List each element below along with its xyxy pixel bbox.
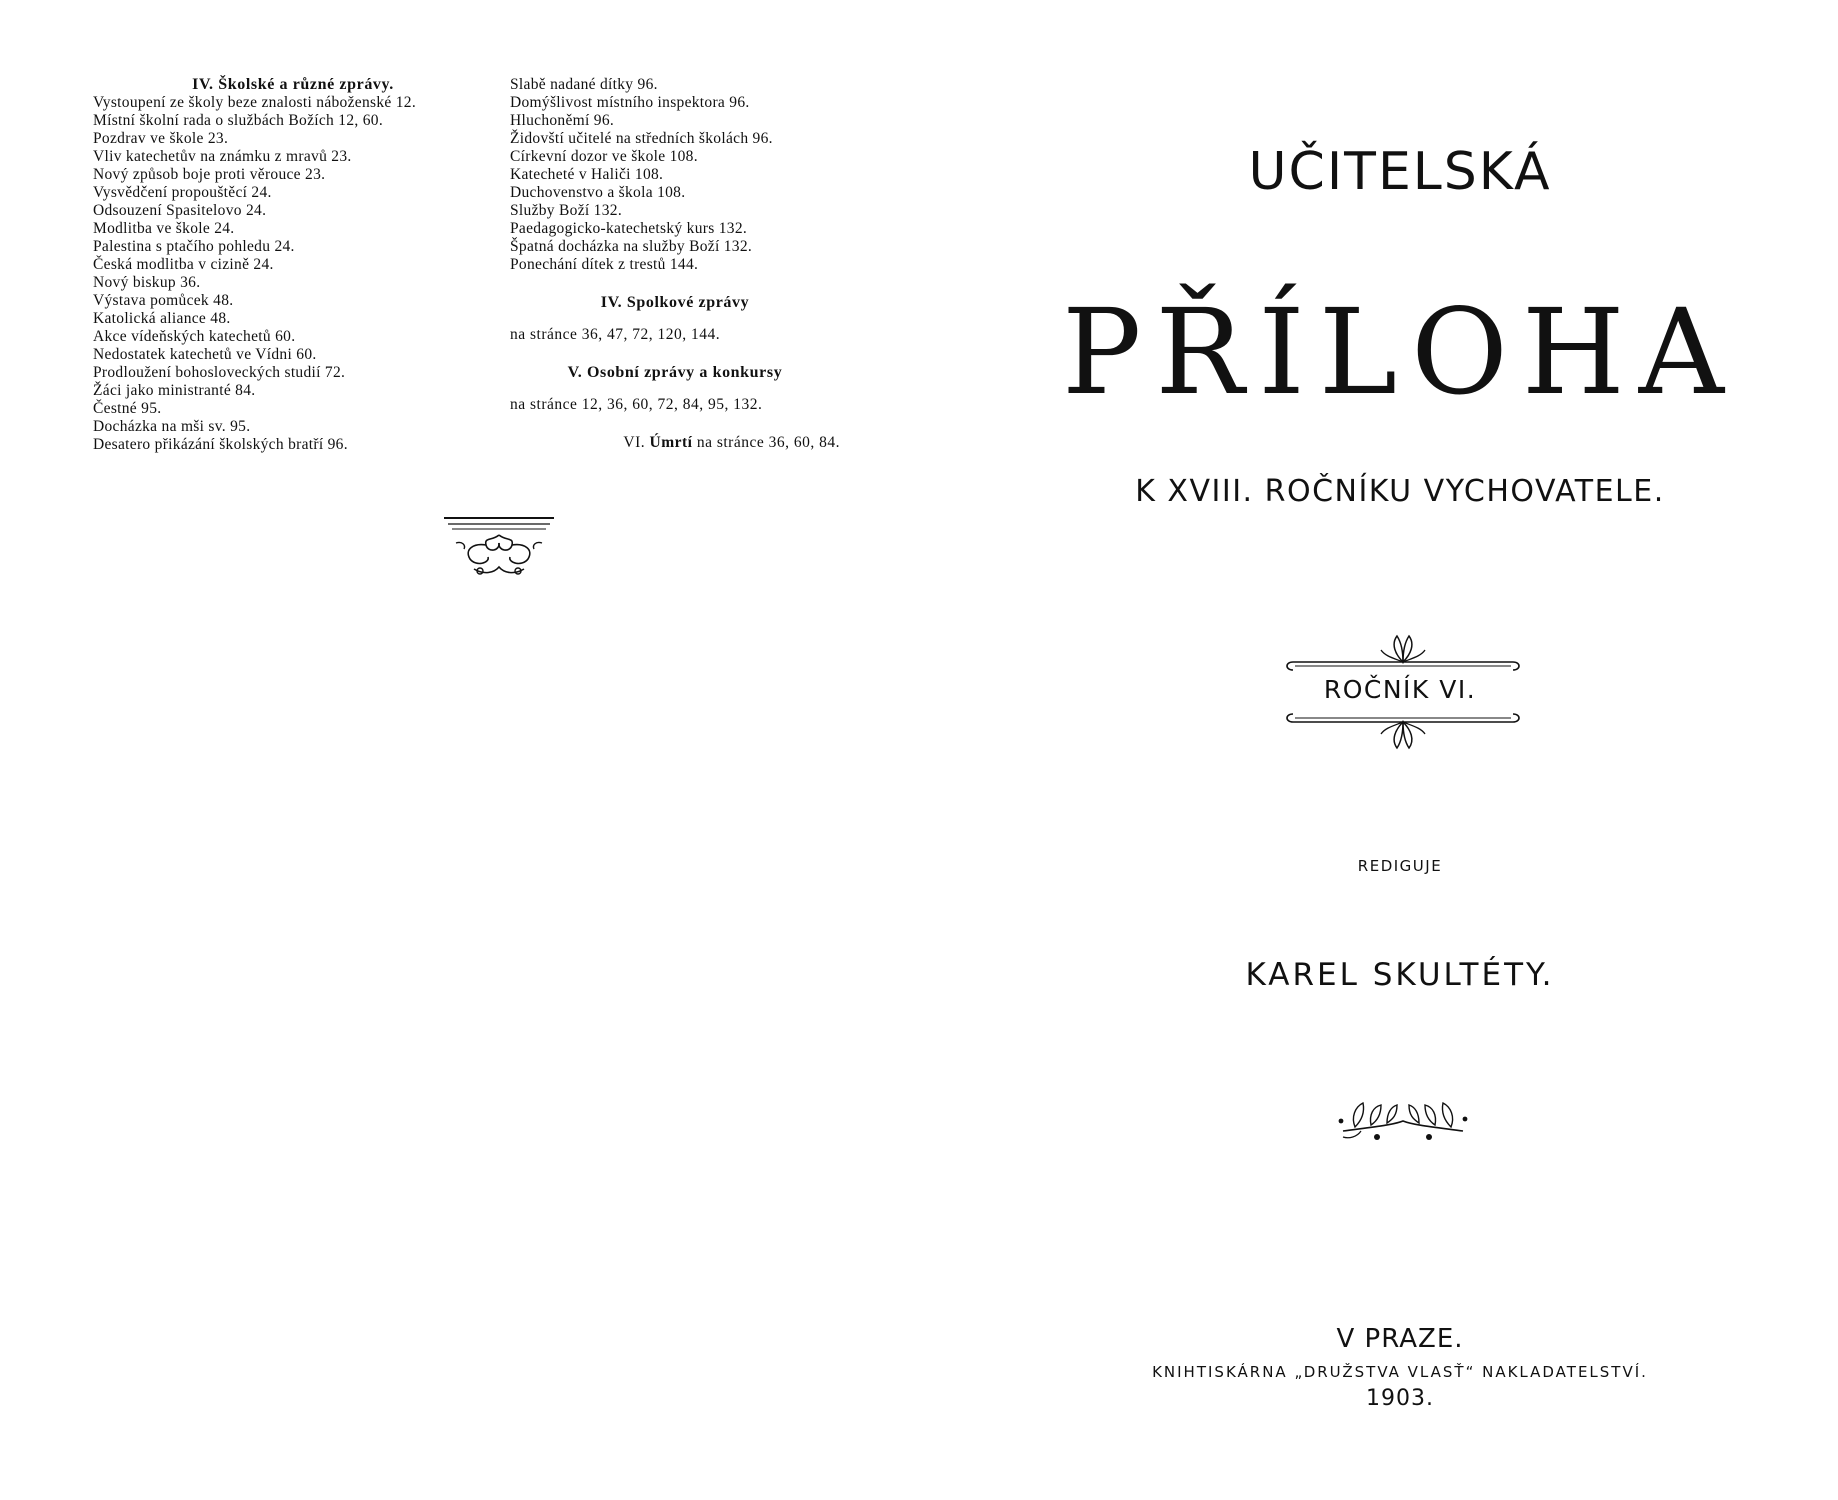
scroll-ornament-icon: [444, 515, 554, 585]
laurel-sprig-icon: [1333, 1097, 1473, 1145]
edited-by-label: REDIGUJE: [1357, 857, 1443, 875]
contents-entry: Výstava pomůcek 48.: [93, 292, 234, 309]
contents-entry: Ponechání dítek z trestů 144.: [510, 256, 699, 273]
contents-entry: Paedagogicko-katechetský kurs 132.: [510, 220, 748, 237]
title-main: PŘÍLOHA: [1061, 283, 1739, 421]
contents-entry: Čestné 95.: [93, 400, 162, 417]
entry-list-a: [93, 94, 493, 454]
entry-list-b: [510, 76, 840, 274]
section-pages-osobni: na stránce 12, 36, 60, 72, 84, 95, 132.: [510, 396, 763, 413]
section-heading-osobni: V. Osobní zprávy a konkursy: [567, 364, 783, 381]
section-umrti-number: VI.: [623, 434, 646, 451]
volume-number: ROČNÍK VI.: [1323, 675, 1477, 704]
printer-name: KNIHTISKÁRNA „DRUŽSTVA VLASŤ“ NAKLADATELSTVÍ.: [1152, 1363, 1648, 1381]
contents-entry: Špatná docházka na služby Boží 132.: [510, 238, 753, 255]
contents-entry: Žáci jako ministranté 84.: [93, 382, 256, 399]
section-heading-spolkove: IV. Spolkové zprávy: [600, 294, 750, 311]
contents-entry: Vliv katechetův na známku z mravů 23.: [93, 148, 352, 165]
left-page: [0, 0, 900, 1500]
contents-entry: Nový způsob boje proti věrouce 23.: [93, 166, 326, 183]
contents-entry: Modlitba ve škole 24.: [93, 220, 235, 237]
title-page: [1040, 0, 1800, 1500]
contents-entry: Katecheté v Haliči 108.: [510, 166, 664, 183]
contents-entry: Místní školní rada o službách Božích 12, 60.: [93, 112, 384, 129]
publication-place: V PRAZE.: [1336, 1324, 1464, 1354]
editor-name: KAREL SKULTÉTY.: [1245, 957, 1555, 993]
contents-entry: Pozdrav ve škole 23.: [93, 130, 229, 147]
contents-entry: Židovští učitelé na středních školách 96.: [510, 130, 773, 147]
contents-column-b: [510, 76, 840, 452]
contents-entry: Akce vídeňských katechetů 60.: [93, 328, 296, 345]
contents-entry: Prodloužení bohosloveckých studií 72.: [93, 364, 346, 381]
contents-entry: Slabě nadané dítky 96.: [510, 76, 658, 93]
contents-entry: Desatero přikázání školských bratří 96.: [93, 436, 348, 453]
leaf-frame-bottom-icon: [1283, 710, 1523, 752]
leaf-frame-top-icon: [1283, 632, 1523, 674]
contents-entry: Duchovenstvo a škola 108.: [510, 184, 686, 201]
section-heading-skolske: IV. Školské a různé zprávy.: [192, 76, 394, 93]
contents-entry: Česká modlitba v cizině 24.: [93, 256, 274, 273]
contents-column-a: [93, 76, 493, 454]
contents-entry: Církevní dozor ve škole 108.: [510, 148, 698, 165]
section-pages-spolkove: na stránce 36, 47, 72, 120, 144.: [510, 326, 721, 343]
subtitle: K XVIII. ROČNÍKU VYCHOVATELE.: [1135, 474, 1665, 509]
contents-entry: Vysvědčení propouštěcí 24.: [93, 184, 272, 201]
contents-entry: Odsouzení Spasitelovo 24.: [93, 202, 267, 219]
contents-entry: Domýšlivost místního inspektora 96.: [510, 94, 750, 111]
contents-entry: Vystoupení ze školy beze znalosti náboženské 12.: [93, 94, 417, 111]
contents-entry: Katolická aliance 48.: [93, 310, 231, 327]
contents-entry: Nedostatek katechetů ve Vídni 60.: [93, 346, 317, 363]
contents-entry: Služby Boží 132.: [510, 202, 623, 219]
section-umrti: [510, 434, 840, 452]
section-umrti-pages: na stránce 36, 60, 84.: [696, 434, 840, 451]
publication-year: 1903.: [1366, 1386, 1434, 1411]
contents-entry: Nový biskup 36.: [93, 274, 201, 291]
contents-entry: Palestina s ptačího pohledu 24.: [93, 238, 295, 255]
title-top: UČITELSKÁ: [1248, 142, 1552, 202]
contents-entry: Hluchoněmí 96.: [510, 112, 615, 129]
section-umrti-title: Úmrtí: [649, 434, 693, 451]
contents-entry: Docházka na mši sv. 95.: [93, 418, 251, 435]
